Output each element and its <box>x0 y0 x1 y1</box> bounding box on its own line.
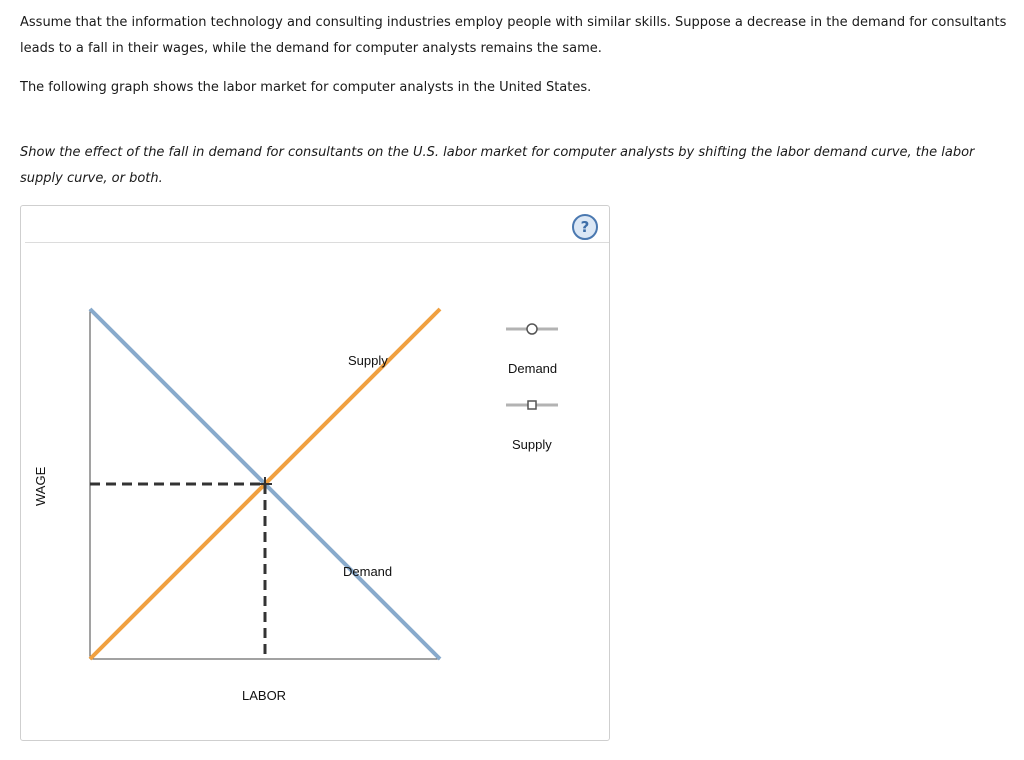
question-instruction: Show the effect of the fall in demand for consultants on the U.S. labor market for computer analysts by shifting the labor demand curve, the labor supply curve, or both. <box>20 145 975 186</box>
help-icon[interactable]: ? <box>572 214 598 240</box>
x-axis-label: LABOR <box>242 688 287 703</box>
y-axis-label: WAGE <box>33 466 48 506</box>
demand-curve-label: Demand <box>343 564 393 579</box>
supply-tool[interactable] <box>506 401 558 452</box>
demand-tool[interactable] <box>506 324 558 376</box>
square-marker-icon <box>528 401 536 409</box>
graph-panel <box>20 205 610 741</box>
question-intro: Assume that the information technology and consulting industries employ people with similar skills. Suppose a decrease in the demand for consultants leads to a fall in their wages, while the demand for computer analysts remains the same. <box>20 15 1007 56</box>
supply-curve-label: Supply <box>348 353 388 368</box>
supply-tool-label: Supply <box>512 437 552 452</box>
demand-tool-label: Demand <box>508 361 558 376</box>
circle-marker-icon <box>527 324 537 334</box>
labor-market-graph <box>21 206 609 740</box>
graph-intro: The following graph shows the labor market for computer analysts in the United States. <box>20 80 592 95</box>
